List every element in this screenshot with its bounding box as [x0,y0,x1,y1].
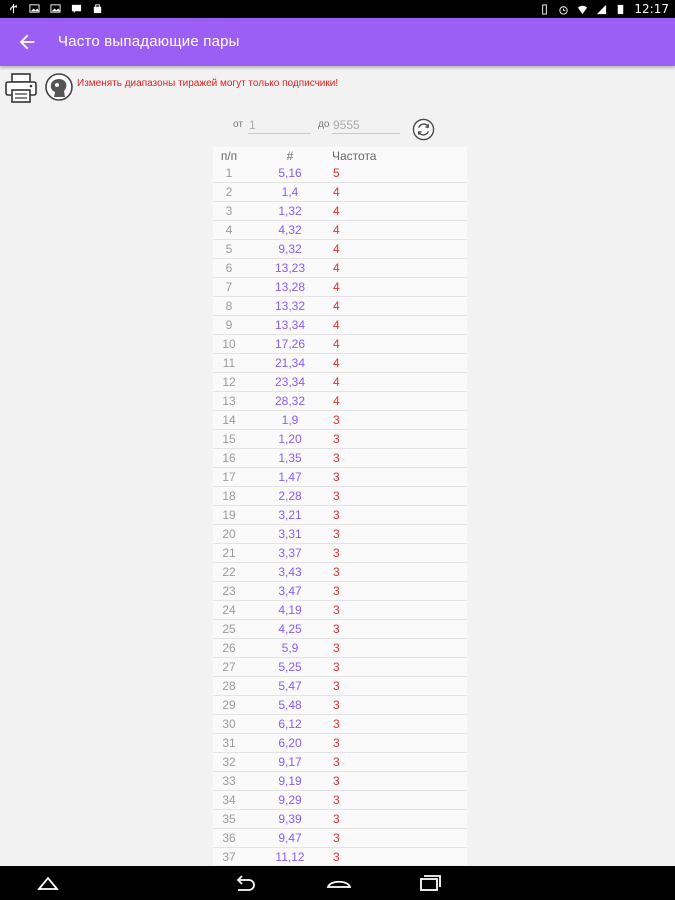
table-row [213,582,467,601]
table-row [213,278,467,297]
row-pair: 21,34 [274,356,306,370]
row-index: 21 [222,546,236,560]
row-pair: 3,47 [278,584,302,598]
row-index: 1 [225,166,233,180]
row-frequency: 3 [333,755,340,769]
row-pair: 5,9 [281,641,299,655]
row-index: 22 [222,565,236,579]
row-frequency: 4 [333,185,340,199]
row-frequency: 3 [333,527,340,541]
row-pair: 5,47 [278,679,302,693]
wifi-icon [577,4,588,15]
row-frequency: 3 [333,451,340,465]
row-pair: 1,35 [278,451,302,465]
row-pair: 4,32 [278,223,302,237]
table-row [213,259,467,278]
row-index: 37 [222,850,236,864]
table-row [213,297,467,316]
row-index: 13 [222,394,236,408]
row-pair: 1,47 [278,470,302,484]
row-index: 23 [222,584,236,598]
row-pair: 9,47 [278,831,302,845]
row-pair: 4,25 [278,622,302,636]
table-row [213,468,467,487]
table-row [213,810,467,829]
status-bar [0,0,675,18]
row-frequency: 3 [333,565,340,579]
row-frequency: 3 [333,622,340,636]
from-label: от [233,119,243,130]
row-pair: 5,16 [278,166,302,180]
table-row [213,202,467,221]
table-row [213,658,467,677]
row-pair: 1,20 [278,432,302,446]
row-frequency: 4 [333,204,340,218]
row-index: 9 [225,318,233,332]
row-pair: 3,43 [278,565,302,579]
row-index: 8 [225,299,233,313]
row-index: 11 [222,356,236,370]
row-index: 15 [222,432,236,446]
row-index: 3 [225,204,233,218]
signal-icon [596,4,607,15]
row-index: 27 [222,660,236,674]
row-index: 5 [225,242,233,256]
row-index: 30 [222,717,236,731]
table-row [213,677,467,696]
row-pair: 6,20 [278,736,302,750]
table-row [213,753,467,772]
table-row [213,715,467,734]
message-icon [71,3,82,14]
row-pair: 23,34 [274,375,306,389]
system-icons [539,2,669,16]
table-row [213,772,467,791]
table-header [213,147,467,164]
image-icon [50,3,61,14]
row-frequency: 3 [333,489,340,503]
row-frequency: 3 [333,850,340,864]
row-pair: 13,32 [274,299,306,313]
row-pair: 1,32 [278,204,302,218]
header-index: п/п [220,149,238,163]
header-pair: # [286,149,294,163]
to-label: до [318,119,330,130]
row-index: 17 [222,470,236,484]
table-row [213,696,467,715]
row-index: 7 [225,280,233,294]
row-frequency: 3 [333,812,340,826]
row-pair: 4,19 [278,603,302,617]
table-row [213,411,467,430]
row-index: 10 [222,337,236,351]
navigation-bar [0,866,675,900]
header-frequency: Частота [332,149,377,163]
table-row [213,829,467,848]
row-frequency: 3 [333,432,340,446]
table-row [213,639,467,658]
row-frequency: 4 [333,261,340,275]
row-frequency: 5 [333,166,340,180]
row-pair: 9,32 [278,242,302,256]
row-pair: 13,28 [274,280,306,294]
bag-icon [92,3,103,14]
row-pair: 17,26 [274,337,306,351]
row-pair: 9,19 [278,774,302,788]
table-row [213,601,467,620]
row-frequency: 4 [333,280,340,294]
row-frequency: 3 [333,698,340,712]
row-index: 4 [225,223,233,237]
arrow-back-icon[interactable] [16,31,38,53]
row-pair: 6,12 [278,717,302,731]
table-row [213,354,467,373]
row-frequency: 4 [333,318,340,332]
notification-icons [8,3,103,14]
alarm-icon [558,4,569,15]
nav-up-icon[interactable] [36,874,60,892]
row-frequency: 3 [333,470,340,484]
table-row [213,487,467,506]
row-frequency: 3 [333,546,340,560]
row-index: 2 [225,185,233,199]
row-frequency: 4 [333,356,340,370]
row-index: 36 [222,831,236,845]
home-icon[interactable] [325,874,353,892]
row-index: 31 [222,736,236,750]
row-index: 6 [225,261,233,275]
table-row [213,183,467,202]
table-row [213,449,467,468]
row-frequency: 3 [333,603,340,617]
row-frequency: 3 [333,793,340,807]
row-pair: 3,31 [278,527,302,541]
page-title: Часто выпадающие пары [58,33,240,50]
row-index: 26 [222,641,236,655]
table-row [213,316,467,335]
row-frequency: 4 [333,223,340,237]
row-index: 12 [222,375,236,389]
table-row [213,791,467,810]
row-pair: 9,17 [278,755,302,769]
table-row [213,506,467,525]
clock: 12:17 [634,2,669,16]
row-pair: 1,4 [281,185,299,199]
row-index: 35 [222,812,236,826]
row-frequency: 3 [333,660,340,674]
row-frequency: 4 [333,242,340,256]
recents-icon[interactable] [418,874,442,892]
vibrate-icon [539,4,550,15]
row-frequency: 3 [333,641,340,655]
row-index: 14 [222,413,236,427]
row-pair: 13,34 [274,318,306,332]
subscription-notice: Изменять диапазоны тиражей могут только подписчики! [77,78,339,89]
row-frequency: 4 [333,375,340,389]
row-pair: 9,39 [278,812,302,826]
row-pair: 1,9 [281,413,299,427]
app-bar [0,18,675,66]
table-row [213,544,467,563]
row-pair: 9,29 [278,793,302,807]
row-index: 33 [222,774,236,788]
table-row [213,335,467,354]
to-input[interactable] [332,116,400,134]
row-index: 18 [222,489,236,503]
table-row [213,848,467,865]
row-pair: 3,21 [278,508,302,522]
row-frequency: 4 [333,299,340,313]
table-row [213,221,467,240]
row-pair: 13,23 [274,261,306,275]
row-index: 16 [222,451,236,465]
table-body [213,164,467,865]
row-frequency: 3 [333,774,340,788]
table-row [213,164,467,183]
from-input[interactable] [248,116,311,134]
row-frequency: 3 [333,508,340,522]
table-row [213,620,467,639]
row-index: 28 [222,679,236,693]
printer-icon[interactable] [4,72,38,104]
row-frequency: 3 [333,679,340,693]
row-frequency: 3 [333,717,340,731]
row-index: 34 [222,793,236,807]
row-pair: 28,32 [274,394,306,408]
table-row [213,430,467,449]
row-pair: 5,25 [278,660,302,674]
row-index: 20 [222,527,236,541]
row-pair: 3,37 [278,546,302,560]
nav-back-icon[interactable] [233,874,257,892]
row-frequency: 3 [333,831,340,845]
user-avatar-icon[interactable] [45,72,73,102]
row-index: 24 [222,603,236,617]
table-row [213,525,467,544]
pairs-table [213,147,467,865]
table-row [213,373,467,392]
image-icon [29,3,40,14]
usb-icon [8,3,19,14]
table-row [213,392,467,411]
row-frequency: 3 [333,736,340,750]
row-frequency: 3 [333,584,340,598]
refresh-icon[interactable] [412,118,435,141]
table-row [213,563,467,582]
row-frequency: 3 [333,413,340,427]
row-index: 19 [222,508,236,522]
battery-icon [615,4,626,15]
table-row [213,240,467,259]
row-index: 32 [222,755,236,769]
row-pair: 11,12 [275,850,305,864]
table-row [213,734,467,753]
row-frequency: 4 [333,394,340,408]
row-index: 25 [222,622,236,636]
row-index: 29 [222,698,236,712]
row-frequency: 4 [333,337,340,351]
row-pair: 5,48 [278,698,302,712]
row-pair: 2,28 [278,489,302,503]
